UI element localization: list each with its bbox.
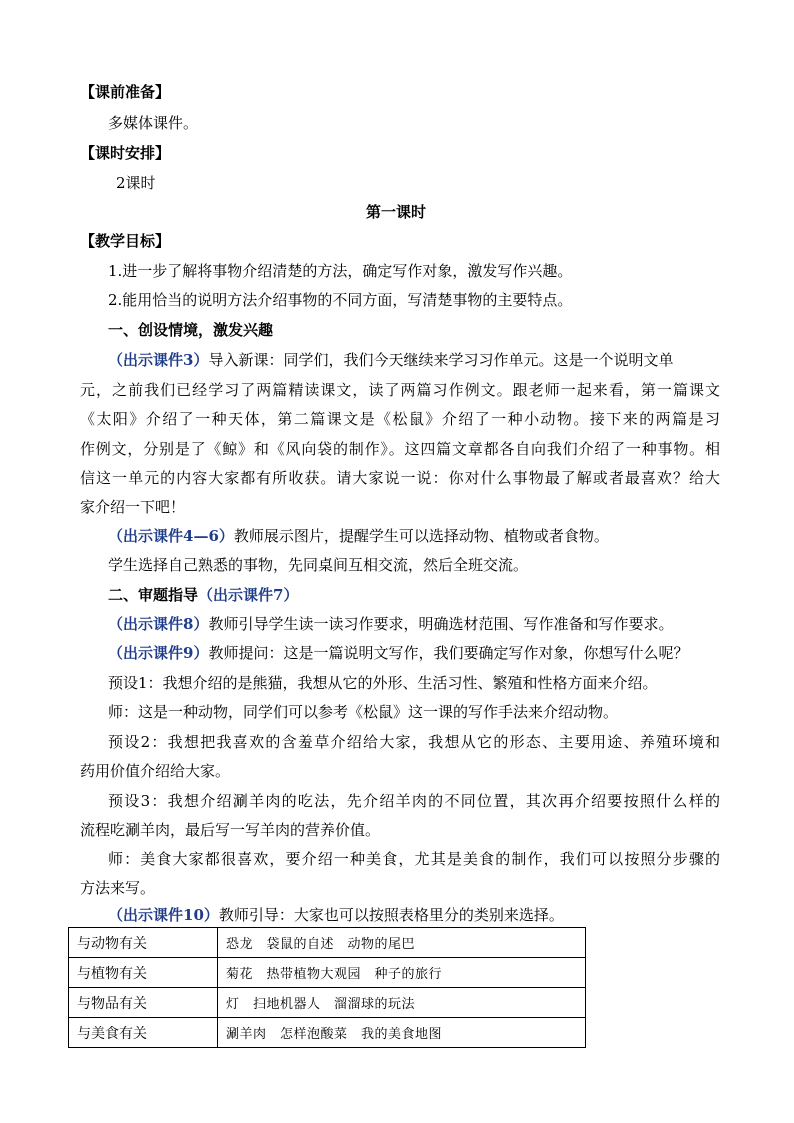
courseware-tag: （出示课件8） (108, 615, 209, 633)
schedule-heading: 【课时安排】 (80, 144, 171, 162)
examples-cell: 恐龙 袋鼠的自述 动物的尾巴 (218, 928, 586, 958)
paragraph-line: 预设2：我想把我喜欢的含羞草介绍给大家，我想从它的形态、主要用途、养殖环境和 (108, 733, 720, 751)
paragraph-text: 教师引导：大家也可以按照表格里分的类别来选择。 (218, 906, 564, 924)
prep-heading: 【课前准备】 (80, 83, 171, 101)
category-cell: 与美食有关 (69, 1018, 218, 1048)
courseware-tag: （出示课件4—6） (108, 527, 234, 545)
paragraph-line: 《太阳》介绍了一种天体，第二篇课文是《松鼠》介绍了一种小动物。接下来的两篇是习 (80, 410, 720, 428)
section2-p3: 预设1：我想介绍的是熊猫，我想从它的外形、生活习性、繁殖和性格方面来介绍。 (108, 674, 658, 692)
prep-text: 多媒体课件。 (108, 114, 199, 132)
section2-heading-text: 二、审题指导 (108, 586, 199, 604)
courseware-tag: （出示课件10） (108, 906, 219, 924)
section2-p8 (108, 905, 564, 925)
paragraph-line: 元，之前我们已经学习了两篇精读课文，读了两篇习作例文。跟老师一起来看，第一篇课文 (80, 381, 720, 399)
paragraph-line: 作例文，分别是了《鲸》和《风向袋的制作》。这四篇文章都各自向我们介绍了一种事物。相 (80, 440, 720, 458)
paragraph-text: 教师提问：这是一篇说明文写作，我们要确定写作对象，你想写什么呢？ (208, 644, 689, 662)
section1-heading: 一、创设情境，激发兴趣 (108, 321, 274, 339)
paragraph-line: 药用价值介绍给大家。 (80, 762, 231, 780)
goal-item: 1.进一步了解将事物介绍清楚的方法，确定写作对象，激发写作兴趣。 (108, 262, 573, 280)
table-row (69, 1018, 586, 1048)
courseware-tag: （出示课件9） (108, 644, 209, 662)
category-cell: 与植物有关 (69, 958, 218, 988)
topic-category-table (68, 927, 586, 1048)
examples-cell: 涮羊肉 怎样泡酸菜 我的美食地图 (218, 1018, 586, 1048)
table-row (69, 958, 586, 988)
section2-heading (108, 585, 298, 605)
paragraph-text: 教师引导学生读一读习作要求，明确选材范围、写作准备和写作要求。 (208, 615, 674, 633)
examples-cell: 灯 扫地机器人 溜溜球的玩法 (218, 988, 586, 1018)
table-row (69, 988, 586, 1018)
schedule-text: 2课时 (116, 174, 156, 192)
paragraph-line: 信这一单元的内容大家都有所收获。请大家说一说：你对什么事物最了解或者最喜欢？给大 (80, 469, 720, 487)
section2-p4: 师：这是一种动物，同学们可以参考《松鼠》这一课的写作手法来介绍动物。 (108, 703, 619, 721)
examples-cell: 菊花 热带植物大观园 种子的旅行 (218, 958, 586, 988)
paragraph-line: 家介绍一下吧！ (80, 498, 186, 516)
paragraph-text: 教师展示图片，提醒学生可以选择动物、植物或者食物。 (233, 527, 609, 545)
courseware-tag: （出示课件7） (198, 586, 299, 604)
paragraph-line: 预设3：我想介绍涮羊肉的吃法，先介绍羊肉的不同位置，其次再介绍要按照什么样的 (108, 792, 720, 810)
table-row (69, 928, 586, 958)
paragraph-text: 导入新课：同学们，我们今天继续来学习习作单元。这是一个说明文单 (208, 351, 674, 369)
section1-p3: 学生选择自己熟悉的事物，先同桌间互相交流，然后全班交流。 (108, 556, 529, 574)
section2-p2 (108, 643, 688, 663)
goal-item: 2.能用恰当的说明方法介绍事物的不同方面，写清楚事物的主要特点。 (108, 291, 573, 309)
paragraph-line: 流程吃涮羊肉，最后写一写羊肉的营养价值。 (80, 821, 381, 839)
courseware-tag: （出示课件3） (108, 351, 209, 369)
category-cell: 与动物有关 (69, 928, 218, 958)
category-cell: 与物品有关 (69, 988, 218, 1018)
section2-p1 (108, 614, 673, 634)
paragraph-line: 方法来写。 (80, 879, 156, 897)
lesson-title: 第一课时 (366, 203, 427, 221)
paragraph-line: 师：美食大家都很喜欢，要介绍一种美食，尤其是美食的制作，我们可以按照分步骤的 (108, 850, 720, 868)
goals-heading: 【教学目标】 (80, 232, 171, 250)
section1-p1-first (108, 350, 673, 370)
section1-p2 (108, 526, 609, 546)
